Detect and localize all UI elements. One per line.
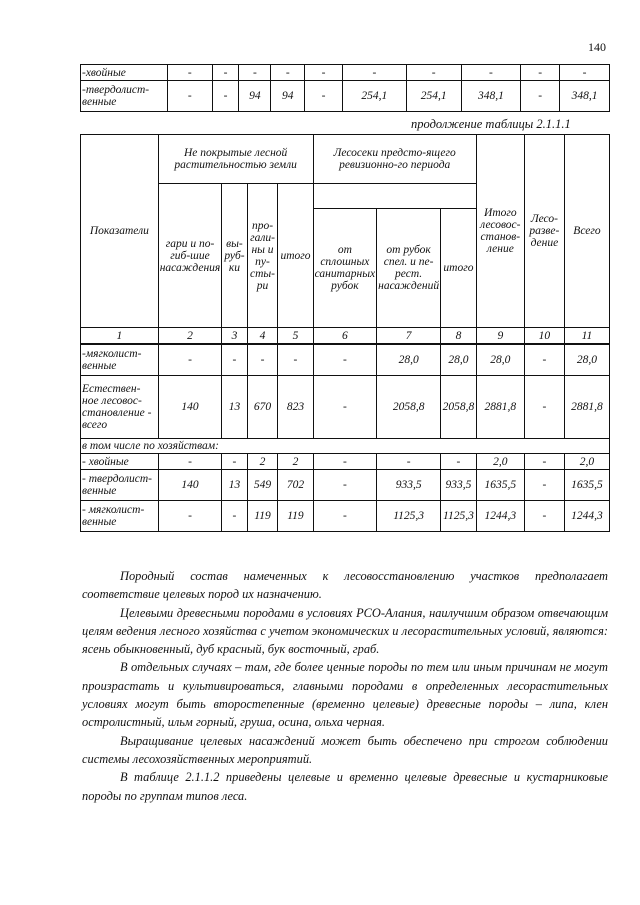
page-number: 140	[588, 40, 606, 54]
cell: -	[222, 454, 247, 470]
table-row	[81, 454, 610, 470]
table-note-row	[81, 439, 610, 454]
cell: 348,1	[560, 81, 610, 112]
cell: -	[212, 65, 239, 81]
cell: 2058,8	[441, 376, 477, 439]
note-by-farms: в том числе по хозяйствам:	[81, 439, 610, 454]
table-row	[81, 501, 610, 532]
header-cutting: Лесосеки предсто-ящего ревизионно-го периода	[313, 135, 476, 184]
cell: 823	[278, 376, 313, 439]
paragraph: Породный состав намеченных к лесовосстановлению участков предполагает соответствие целевых пород их назначению.	[82, 569, 608, 602]
paragraph: Целевыми древесными породами в условиях РСО-Алания, наилучшим образом отвечающим целям ведения лесного хозяйства с учетом экономических и лесорастительных условий, являются: ясень обыкновенный, дуб красный, бук восточный, граб.	[82, 605, 608, 657]
cell: 1244,3	[476, 501, 524, 532]
header-total: итого	[278, 184, 313, 328]
cell: -	[271, 65, 305, 81]
paragraph: В таблице 2.1.1.2 приведены целевые и временно целевые древесные и кустарниковые породы по группам типов леса.	[82, 770, 608, 803]
cell: -	[560, 65, 610, 81]
cell: -	[313, 501, 377, 532]
row-label: -хвойные	[81, 65, 168, 81]
row-label: - мягколист-венные	[81, 501, 159, 532]
column-number: 3	[222, 328, 247, 345]
row-label: Естествен-ное лесовос-становление - всего	[81, 376, 159, 439]
cell: 2	[278, 454, 313, 470]
cell: 94	[271, 81, 305, 112]
cell: 28,0	[377, 344, 441, 376]
cell: -	[212, 81, 239, 112]
column-number: 9	[476, 328, 524, 345]
header-burnt: гари и по-гиб-шие насаждения	[158, 184, 222, 328]
column-number: 2	[158, 328, 222, 345]
cell: -	[313, 470, 377, 501]
cell: -	[406, 65, 461, 81]
paragraph: В отдельных случаях – там, где более ценные породы по тем или иным причинам не могут произрастать и культивироваться, главными породами в определенных лесорастительных условиях могут быть второстепенные (временно целевые) древесные породы – липа, клен остролистный, ильм горный, груша, осина, ольха черная.	[82, 660, 608, 730]
cell: 670	[247, 376, 278, 439]
table-row	[81, 344, 610, 376]
table-header-row	[81, 135, 610, 184]
cell: 119	[247, 501, 278, 532]
header-not-covered: Не покрытые лесной растительностью земли	[158, 135, 313, 184]
header-gap	[313, 184, 476, 209]
column-number: 8	[441, 328, 477, 345]
header-total-reforest: Итого лесовос-станов-ление	[476, 135, 524, 328]
cell: -	[278, 344, 313, 376]
cell: 254,1	[342, 81, 406, 112]
column-number: 5	[278, 328, 313, 345]
cell: -	[305, 65, 343, 81]
table-row	[81, 376, 610, 439]
cell: -	[342, 65, 406, 81]
cell: 1125,3	[441, 501, 477, 532]
column-number-row	[81, 328, 610, 345]
cell: 94	[239, 81, 271, 112]
cell: -	[521, 65, 560, 81]
cell: -	[524, 454, 564, 470]
cell: -	[521, 81, 560, 112]
header-glades: про-гали-ны и пу-сты-ри	[247, 184, 278, 328]
table-row	[81, 470, 610, 501]
cell: -	[305, 81, 343, 112]
table-row	[81, 65, 610, 81]
cell: -	[158, 454, 222, 470]
paragraph: Выращивание целевых насаждений может быть обеспечено при строгом соблюдении системы лесохозяйственных мероприятий.	[82, 733, 608, 766]
cell: 2881,8	[564, 376, 609, 439]
cell: -	[313, 344, 377, 376]
header-forest-breeding: Лесо-разве-дение	[524, 135, 564, 328]
cell: 28,0	[564, 344, 609, 376]
header-all: Всего	[564, 135, 609, 328]
cell: -	[524, 470, 564, 501]
cell: -	[441, 454, 477, 470]
cell: -	[313, 454, 377, 470]
body-text	[82, 567, 608, 805]
cell: 254,1	[406, 81, 461, 112]
column-number: 10	[524, 328, 564, 345]
cell: 13	[222, 376, 247, 439]
column-number: 1	[81, 328, 159, 345]
cell: -	[377, 454, 441, 470]
cell: 933,5	[441, 470, 477, 501]
column-number: 7	[377, 328, 441, 345]
cell: 28,0	[441, 344, 477, 376]
header-cut: вы-руб-ки	[222, 184, 247, 328]
cell: 2	[247, 454, 278, 470]
cell: 119	[278, 501, 313, 532]
cell: -	[222, 501, 247, 532]
cell: 1125,3	[377, 501, 441, 532]
cell: -	[524, 344, 564, 376]
table-main	[80, 134, 610, 532]
cell: 13	[222, 470, 247, 501]
table-continuation-caption: продолжение таблицы 2.1.1.1	[411, 117, 571, 131]
column-number: 4	[247, 328, 278, 345]
cell: -	[167, 81, 212, 112]
cell: 140	[158, 376, 222, 439]
cell: 933,5	[377, 470, 441, 501]
table-top-fragment	[80, 64, 610, 112]
cell: -	[524, 376, 564, 439]
cell: -	[239, 65, 271, 81]
header-from-main: от рубок спел. и пе-рест. насаждений	[377, 209, 441, 328]
cell: -	[313, 376, 377, 439]
cell: 2,0	[476, 454, 524, 470]
table-row	[81, 81, 610, 112]
row-label: - хвойные	[81, 454, 159, 470]
header-total-2: итого	[441, 209, 477, 328]
cell: 348,1	[461, 81, 521, 112]
cell: 2881,8	[476, 376, 524, 439]
cell: 2058,8	[377, 376, 441, 439]
cell: 1635,5	[564, 470, 609, 501]
header-indicators: Показатели	[81, 135, 159, 328]
cell: 1244,3	[564, 501, 609, 532]
cell: -	[524, 501, 564, 532]
column-number: 6	[313, 328, 377, 345]
cell: -	[461, 65, 521, 81]
cell: -	[167, 65, 212, 81]
cell: -	[158, 501, 222, 532]
row-label: - твердолист-венные	[81, 470, 159, 501]
row-label: -твердолист-венные	[81, 81, 168, 112]
column-number: 11	[564, 328, 609, 345]
cell: 28,0	[476, 344, 524, 376]
cell: 549	[247, 470, 278, 501]
row-label: -мягколист-венные	[81, 344, 159, 376]
cell: 702	[278, 470, 313, 501]
header-from-sanitary: от сплошных санитарных рубок	[313, 209, 377, 328]
cell: 1635,5	[476, 470, 524, 501]
cell: -	[158, 344, 222, 376]
cell: 2,0	[564, 454, 609, 470]
cell: -	[222, 344, 247, 376]
cell: 140	[158, 470, 222, 501]
cell: -	[247, 344, 278, 376]
